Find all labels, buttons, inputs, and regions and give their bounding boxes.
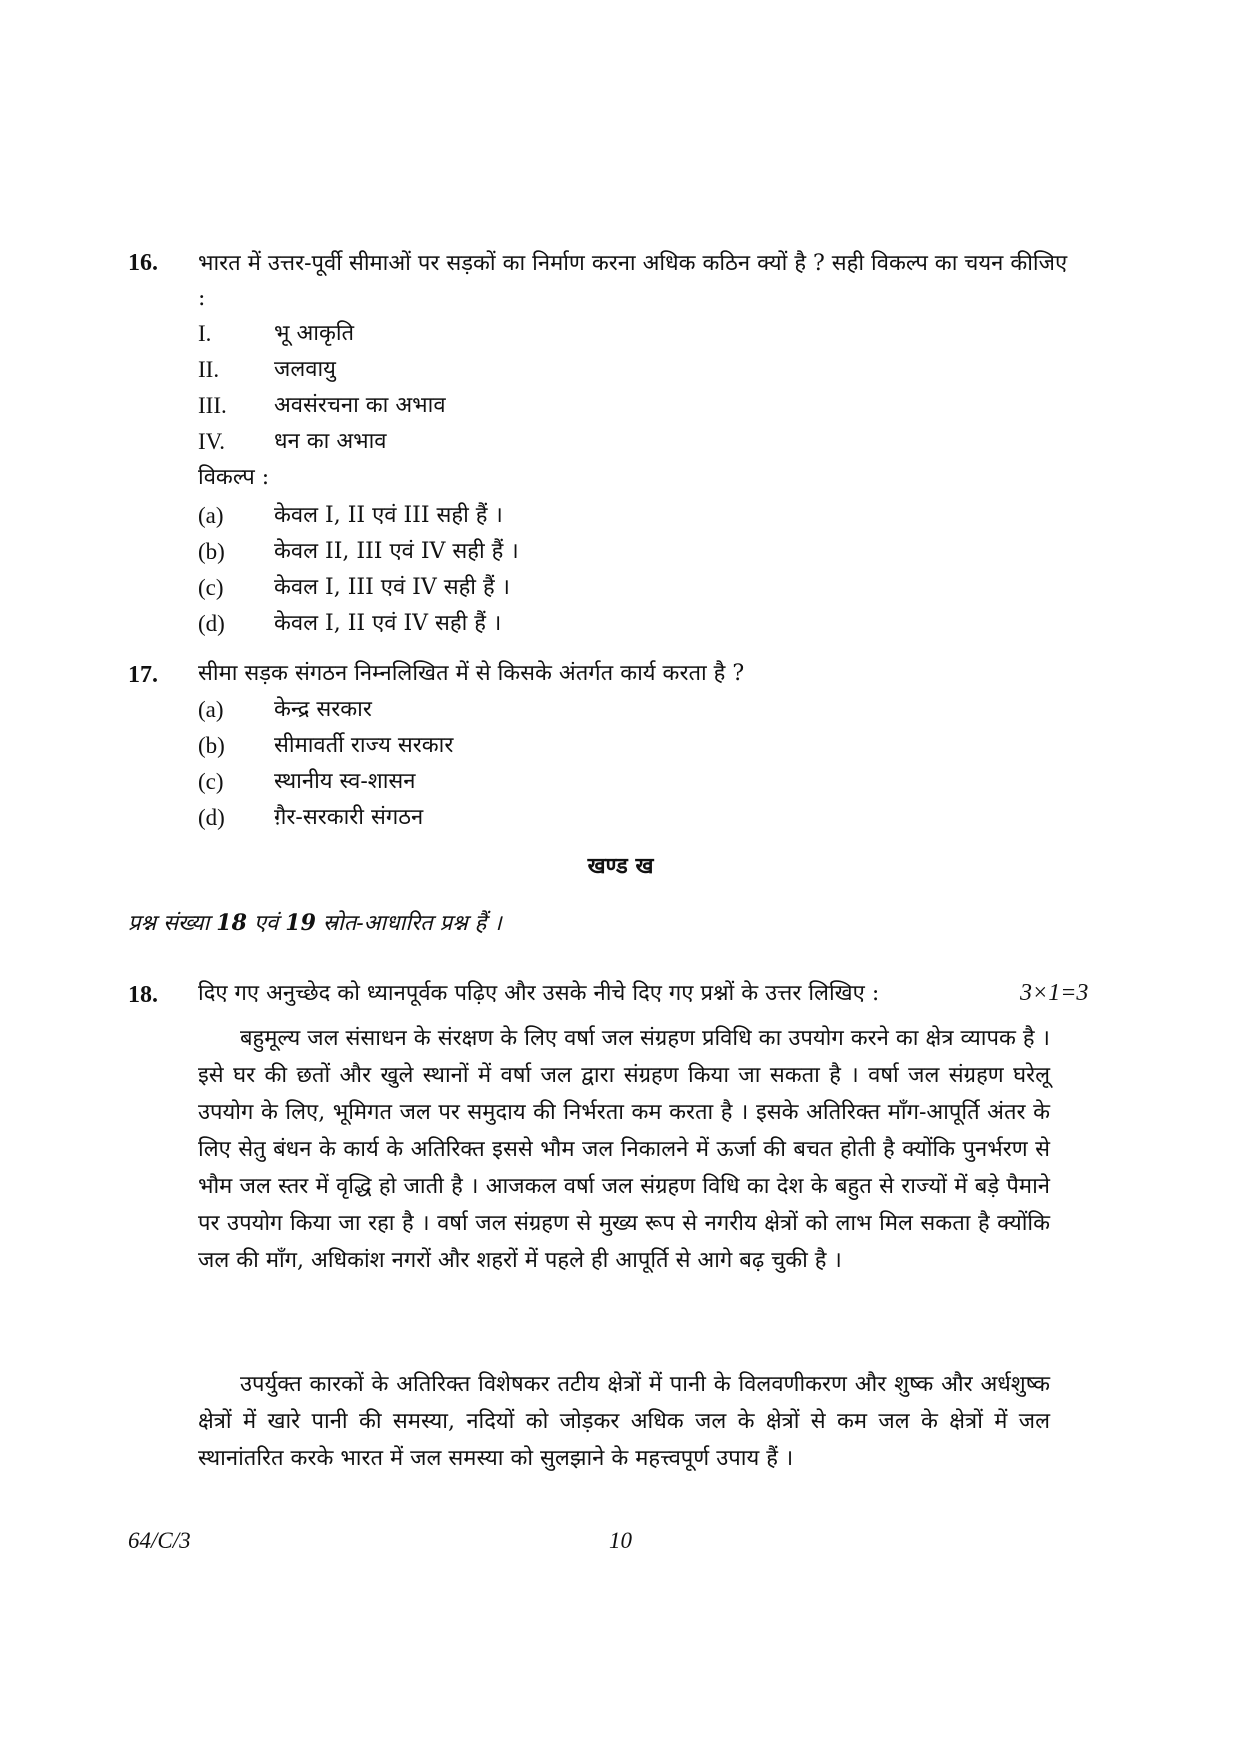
question-17-number: 17. — [128, 662, 158, 688]
note-middle: एवं — [246, 911, 286, 936]
option-text: केन्द्र सरकार — [274, 697, 372, 722]
paper-code: 64/C/3 — [128, 1528, 191, 1553]
option-text: केवल I, III एवं IV सही हैं । — [274, 575, 510, 600]
option-text: स्थानीय स्व-शासन — [274, 769, 416, 794]
question-18-marks: 3×1=3 — [1020, 980, 1089, 1006]
statement-text: जलवायु — [274, 357, 336, 382]
statement-marker: I. — [198, 321, 212, 346]
note-prefix: प्रश्न संख्या — [128, 911, 217, 936]
statement-marker: II. — [198, 357, 220, 382]
question-17-text: सीमा सड़क संगठन निम्नलिखित में से किसके अंतर्गत कार्य करता है ? — [198, 661, 745, 686]
note-number-19: 19 — [285, 910, 316, 936]
q16-option-c — [198, 570, 1078, 606]
q16-statement-2 — [198, 352, 1078, 388]
passage-paragraph-2: उपर्युक्त कारकों के अतिरिक्त विशेषकर तटीय क्षेत्रों में पानी के विलवणीकरण और शुष्क और अर्धशुष्क क्षेत्रों में खारे पानी की समस्या, नदियों को जोड़कर अधिक जल के क्षेत्रों से कम जल के क्षेत्रों में जल स्थानांतरित करके भारत में जल समस्या को सुलझाने के महत्त्वपूर्ण उपाय हैं । — [198, 1372, 1050, 1471]
note-suffix: स्रोत-आधारित प्रश्न हैं । — [315, 911, 502, 936]
question-16-text: भारत में उत्तर-पूर्वी सीमाओं पर सड़कों का निर्माण करना अधिक कठिन क्यों है ? सही विकल्प का चयन कीजिए : — [198, 251, 1068, 311]
option-marker: (c) — [198, 575, 224, 600]
option-text: ग़ैर-सरकारी संगठन — [274, 805, 424, 830]
option-text: केवल II, III एवं IV सही हैं । — [274, 539, 519, 564]
statement-marker: IV. — [198, 429, 226, 454]
question-18-text: दिए गए अनुच्छेद को ध्यानपूर्वक पढ़िए और उसके नीचे दिए गए प्रश्नों के उत्तर लिखिए : — [198, 981, 880, 1006]
q16-statement-4 — [198, 424, 1078, 460]
q17-option-d — [198, 800, 1078, 836]
q16-statement-1 — [198, 316, 1078, 352]
statement-text: अवसंरचना का अभाव — [274, 393, 446, 418]
q16-option-b — [198, 534, 1078, 570]
option-text: केवल I, II एवं III सही हैं । — [274, 503, 503, 528]
note-number-18: 18 — [216, 910, 247, 936]
option-marker: (d) — [198, 805, 225, 830]
question-18-number: 18. — [128, 982, 158, 1008]
question-16-number: 16. — [128, 250, 158, 276]
option-marker: (b) — [198, 733, 225, 758]
section-heading: खण्ड ख — [587, 853, 654, 879]
q17-option-c — [198, 764, 1078, 800]
q17-option-a — [198, 692, 1078, 728]
option-marker: (d) — [198, 611, 225, 636]
q16-options-label: विकल्प : — [198, 465, 270, 490]
statement-text: भू आकृति — [274, 321, 355, 346]
option-marker: (a) — [198, 503, 224, 528]
option-marker: (b) — [198, 539, 225, 564]
option-text: केवल I, II एवं IV सही हैं । — [274, 611, 502, 636]
q16-statement-3 — [198, 388, 1078, 424]
option-marker: (a) — [198, 697, 224, 722]
statement-text: धन का अभाव — [274, 429, 387, 454]
q16-option-a — [198, 498, 1078, 534]
q16-option-d — [198, 606, 1078, 642]
option-marker: (c) — [198, 769, 224, 794]
option-text: सीमावर्ती राज्य सरकार — [274, 733, 454, 758]
q17-option-b — [198, 728, 1078, 764]
section-note — [128, 905, 1088, 942]
passage-paragraph-1: बहुमूल्य जल संसाधन के संरक्षण के लिए वर्षा जल संग्रहण प्रविधि का उपयोग करने का क्षेत्र व्यापक है । इसे घर की छतों और खुले स्थानों में वर्षा जल द्वारा संग्रहण किया जा सकता है । वर्षा जल संग्रहण घरेलू उपयोग के लिए, भूमिगत जल पर समुदाय की निर्भरता कम करता है । इसके अतिरिक्त माँग-आपूर्ति अंतर के लिए सेतु बंधन के कार्य के अतिरिक्त इससे भौम जल निकालने में ऊर्जा की बचत होती है क्योंकि पुनर्भरण से भौम जल स्तर में वृद्धि हो जाती है । आजकल वर्षा जल संग्रहण विधि का देश के बहुत से राज्यों में बड़े पैमाने पर उपयोग किया जा रहा है । वर्षा जल संग्रहण से मुख्य रूप से नगरीय क्षेत्रों को लाभ मिल सकता है क्योंकि जल की माँग, अधिकांश नगरों और शहरों में पहले ही आपूर्ति से आगे बढ़ चुकी है । — [198, 1026, 1050, 1273]
page-number: 10 — [609, 1528, 632, 1553]
statement-marker: III. — [198, 393, 227, 418]
